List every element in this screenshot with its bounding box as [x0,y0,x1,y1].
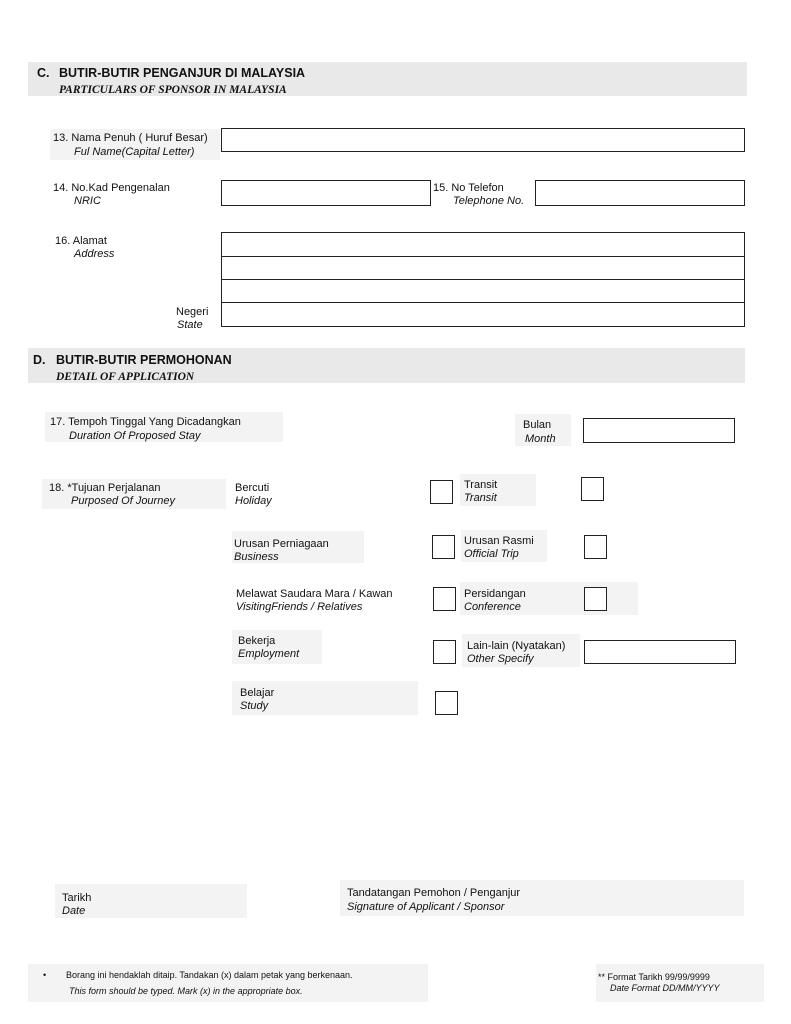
footer-note-sublabel: This form should be typed. Mark (x) in the appropriate box. [69,986,303,996]
state-label: Negeri [176,306,209,318]
conference-label: Persidangan [464,588,526,600]
study-label: Belajar [240,687,275,699]
date-format-sublabel: Date Format DD/MM/YYYY [610,983,720,993]
section-d-letter: D. [33,353,46,367]
section-c-title: BUTIR-BUTIR PENGANJUR DI MALAYSIA [59,66,306,80]
full-name-field[interactable] [221,128,745,152]
signature-sublabel: Signature of Applicant / Sponsor [347,901,505,913]
purpose-sublabel: Purposed Of Journey [71,495,175,507]
conference-checkbox[interactable] [584,587,607,611]
transit-sublabel: Transit [464,492,497,504]
duration-label: 17. Tempoh Tinggal Yang Dicadangkan [50,416,241,428]
purpose-label: 18. *Tujuan Perjalanan [49,482,161,494]
holiday-checkbox[interactable] [430,480,453,504]
telephone-sublabel: Telephone No. [453,195,525,207]
transit-label: Transit [464,479,498,491]
employment-label: Bekerja [238,635,276,647]
address-line-3[interactable] [221,279,745,303]
month-label: Bulan [523,419,552,431]
address-line-2[interactable] [221,256,745,280]
telephone-field[interactable] [535,180,745,206]
section-d-title: BUTIR-BUTIR PERMOHONAN [56,353,232,367]
address-line-1[interactable] [221,232,745,257]
business-sublabel: Business [234,551,279,563]
telephone-label: 15. No Telefon [433,182,504,194]
other-specify-field[interactable] [584,640,736,664]
section-c-subtitle: PARTICULARS OF SPONSOR IN MALAYSIA [59,84,287,93]
nric-sublabel: NRIC [74,195,101,207]
full-name-label: 13. Nama Penuh ( Huruf Besar) [53,132,208,144]
employment-checkbox[interactable] [433,640,456,664]
address-sublabel: Address [74,248,115,260]
employment-sublabel: Employment [238,648,300,660]
duration-field[interactable] [583,418,735,443]
state-sublabel: State [177,319,203,331]
footer-bullet: • [43,970,47,980]
conference-sublabel: Conference [464,601,521,613]
official-sublabel: Official Trip [464,548,519,560]
nric-label: 14. No.Kad Pengenalan [53,182,170,194]
section-c-letter: C. [37,66,50,80]
visiting-label: Melawat Saudara Mara / Kawan [236,588,393,600]
transit-checkbox[interactable] [581,477,604,501]
other-sublabel: Other Specify [467,653,534,665]
study-sublabel: Study [240,700,269,712]
month-sublabel: Month [525,433,556,445]
business-label: Urusan Perniagaan [234,538,329,550]
section-d-subtitle: DETAIL OF APPLICATION [56,371,195,380]
address-label: 16. Alamat [55,235,107,247]
study-checkbox[interactable] [435,691,458,715]
visiting-sublabel: VisitingFriends / Relatives [236,601,363,613]
date-sublabel: Date [62,905,86,917]
holiday-sublabel: Holiday [235,495,272,507]
footer-note: Borang ini hendaklah ditaip. Tandakan (x) dalam petak yang berkenaan. [66,970,353,980]
nric-field[interactable] [221,180,431,206]
holiday-label: Bercuti [235,482,270,494]
other-label: Lain-lain (Nyatakan) [467,640,566,652]
state-field[interactable] [221,302,745,327]
business-checkbox[interactable] [432,535,455,559]
official-label: Urusan Rasmi [464,535,534,547]
date-format-label: ** Format Tarikh 99/99/9999 [598,972,710,982]
date-label: Tarikh [62,892,92,904]
full-name-sublabel: Ful Name(Capital Letter) [74,146,195,158]
visiting-checkbox[interactable] [433,587,456,611]
official-checkbox[interactable] [584,535,607,559]
signature-label: Tandatangan Pemohon / Penganjur [347,887,521,899]
duration-sublabel: Duration Of Proposed Stay [69,430,201,442]
